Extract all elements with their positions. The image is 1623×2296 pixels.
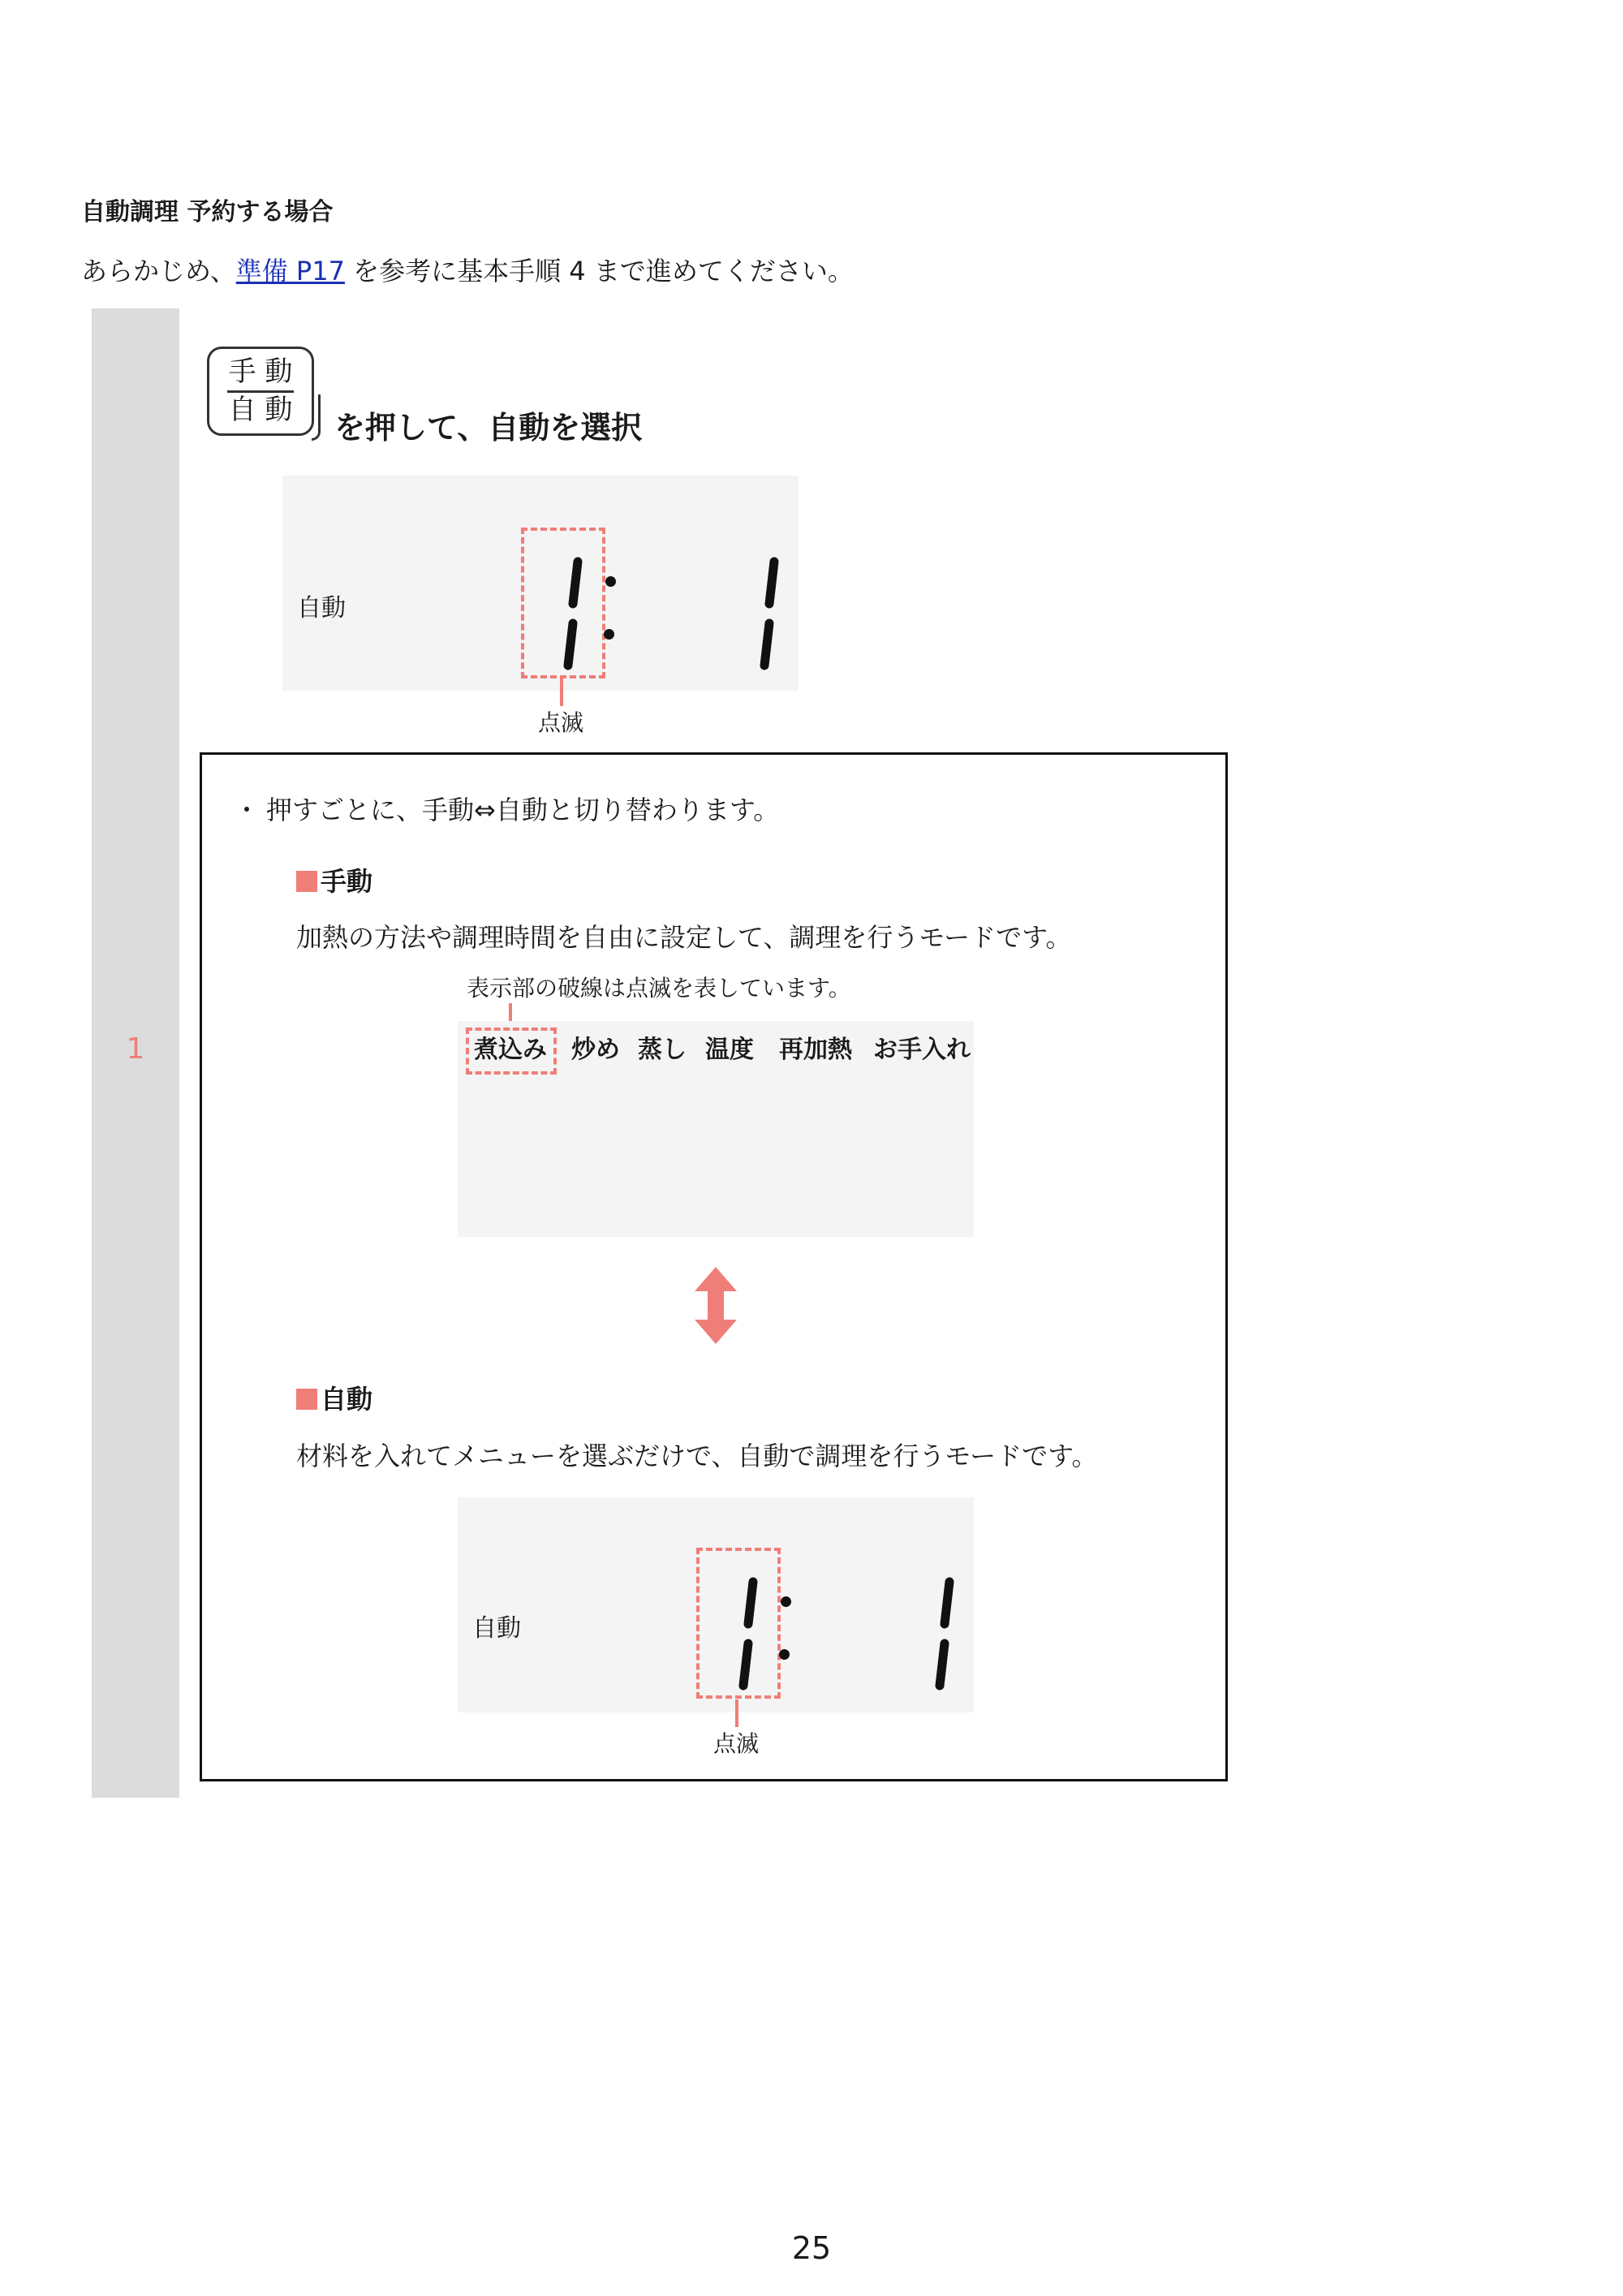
double-arrow-icon xyxy=(695,1267,737,1344)
menu-item-itame: 炒め xyxy=(571,1036,620,1064)
manual-auto-key xyxy=(207,347,314,436)
double-arrow-shape xyxy=(695,1267,737,1344)
step-instruction: を押して、自動を選択 xyxy=(334,410,643,446)
manual-heading xyxy=(296,864,372,899)
display-label: 自動 xyxy=(472,1614,521,1643)
intro-after: を参考に基本手順 4 まで進めてください。 xyxy=(344,256,854,286)
menu-display-panel xyxy=(458,1021,974,1237)
prep-page-link[interactable]: 準備 P17 xyxy=(235,256,345,286)
intro-text xyxy=(81,250,854,292)
seven-segment-digit-icon xyxy=(734,1577,766,1691)
menu-item-nikomi: 煮込み xyxy=(474,1036,547,1064)
digit-upper-segment xyxy=(748,1582,753,1624)
manual-description: 加熱の方法や調理時間を自由に設定して、調理を行うモードです。 xyxy=(296,922,1072,953)
blink-pointer xyxy=(735,1699,738,1727)
auto-heading xyxy=(296,1381,372,1417)
key-top-label: 手 動 xyxy=(228,355,293,388)
step-number: 1 xyxy=(126,1032,145,1066)
square-bullet-icon xyxy=(296,871,317,892)
digit-lower-segment xyxy=(764,623,769,666)
toggle-note: 押すごとに、手動⇔自動と切り替わります。 xyxy=(266,795,780,825)
display-label: 自動 xyxy=(297,594,346,622)
manual-heading-text: 手動 xyxy=(321,866,373,897)
colon-dot-lower xyxy=(779,1649,790,1660)
menu-item-ondo: 温度 xyxy=(705,1036,754,1064)
colon-dot-upper xyxy=(605,576,616,587)
key-shadow xyxy=(312,394,321,441)
colon-dot-upper xyxy=(781,1596,791,1607)
menu-item-mushi: 蒸し xyxy=(638,1036,687,1064)
page-number: 25 xyxy=(791,2230,832,2266)
dashed-line-caption: 表示部の破線は点滅を表しています。 xyxy=(467,975,851,1002)
auto-description: 材料を入れてメニューを選ぶだけで、自動で調理を行うモードです。 xyxy=(296,1441,1098,1471)
digit-upper-segment xyxy=(573,562,578,604)
display-panel-auto xyxy=(458,1497,974,1712)
blink-pointer xyxy=(560,678,563,706)
digit-lower-segment xyxy=(568,623,573,666)
seven-segment-digit-icon xyxy=(755,557,787,670)
section-title: 自動調理 予約する場合 xyxy=(81,198,334,226)
menu-item-saikanetsu: 再加熱 xyxy=(779,1036,852,1064)
blink-caption: 点滅 xyxy=(538,709,584,736)
seven-segment-digit-icon xyxy=(558,557,591,670)
key-bottom-label: 自 動 xyxy=(228,394,293,426)
auto-heading-text: 自動 xyxy=(321,1384,373,1415)
colon-dot-lower xyxy=(604,629,614,640)
menu-item-oteire: お手入れ xyxy=(873,1036,971,1064)
digit-lower-segment xyxy=(743,1643,748,1686)
square-bullet-icon xyxy=(296,1389,317,1410)
digit-upper-segment xyxy=(945,1582,949,1624)
display-panel xyxy=(282,476,799,691)
bullet-mark: ・ xyxy=(234,795,260,825)
digit-upper-segment xyxy=(769,562,774,604)
intro-before: あらかじめ、 xyxy=(81,256,236,286)
blink-caption: 点滅 xyxy=(713,1730,760,1757)
seven-segment-digit-icon xyxy=(930,1577,962,1691)
digit-lower-segment xyxy=(940,1643,945,1686)
